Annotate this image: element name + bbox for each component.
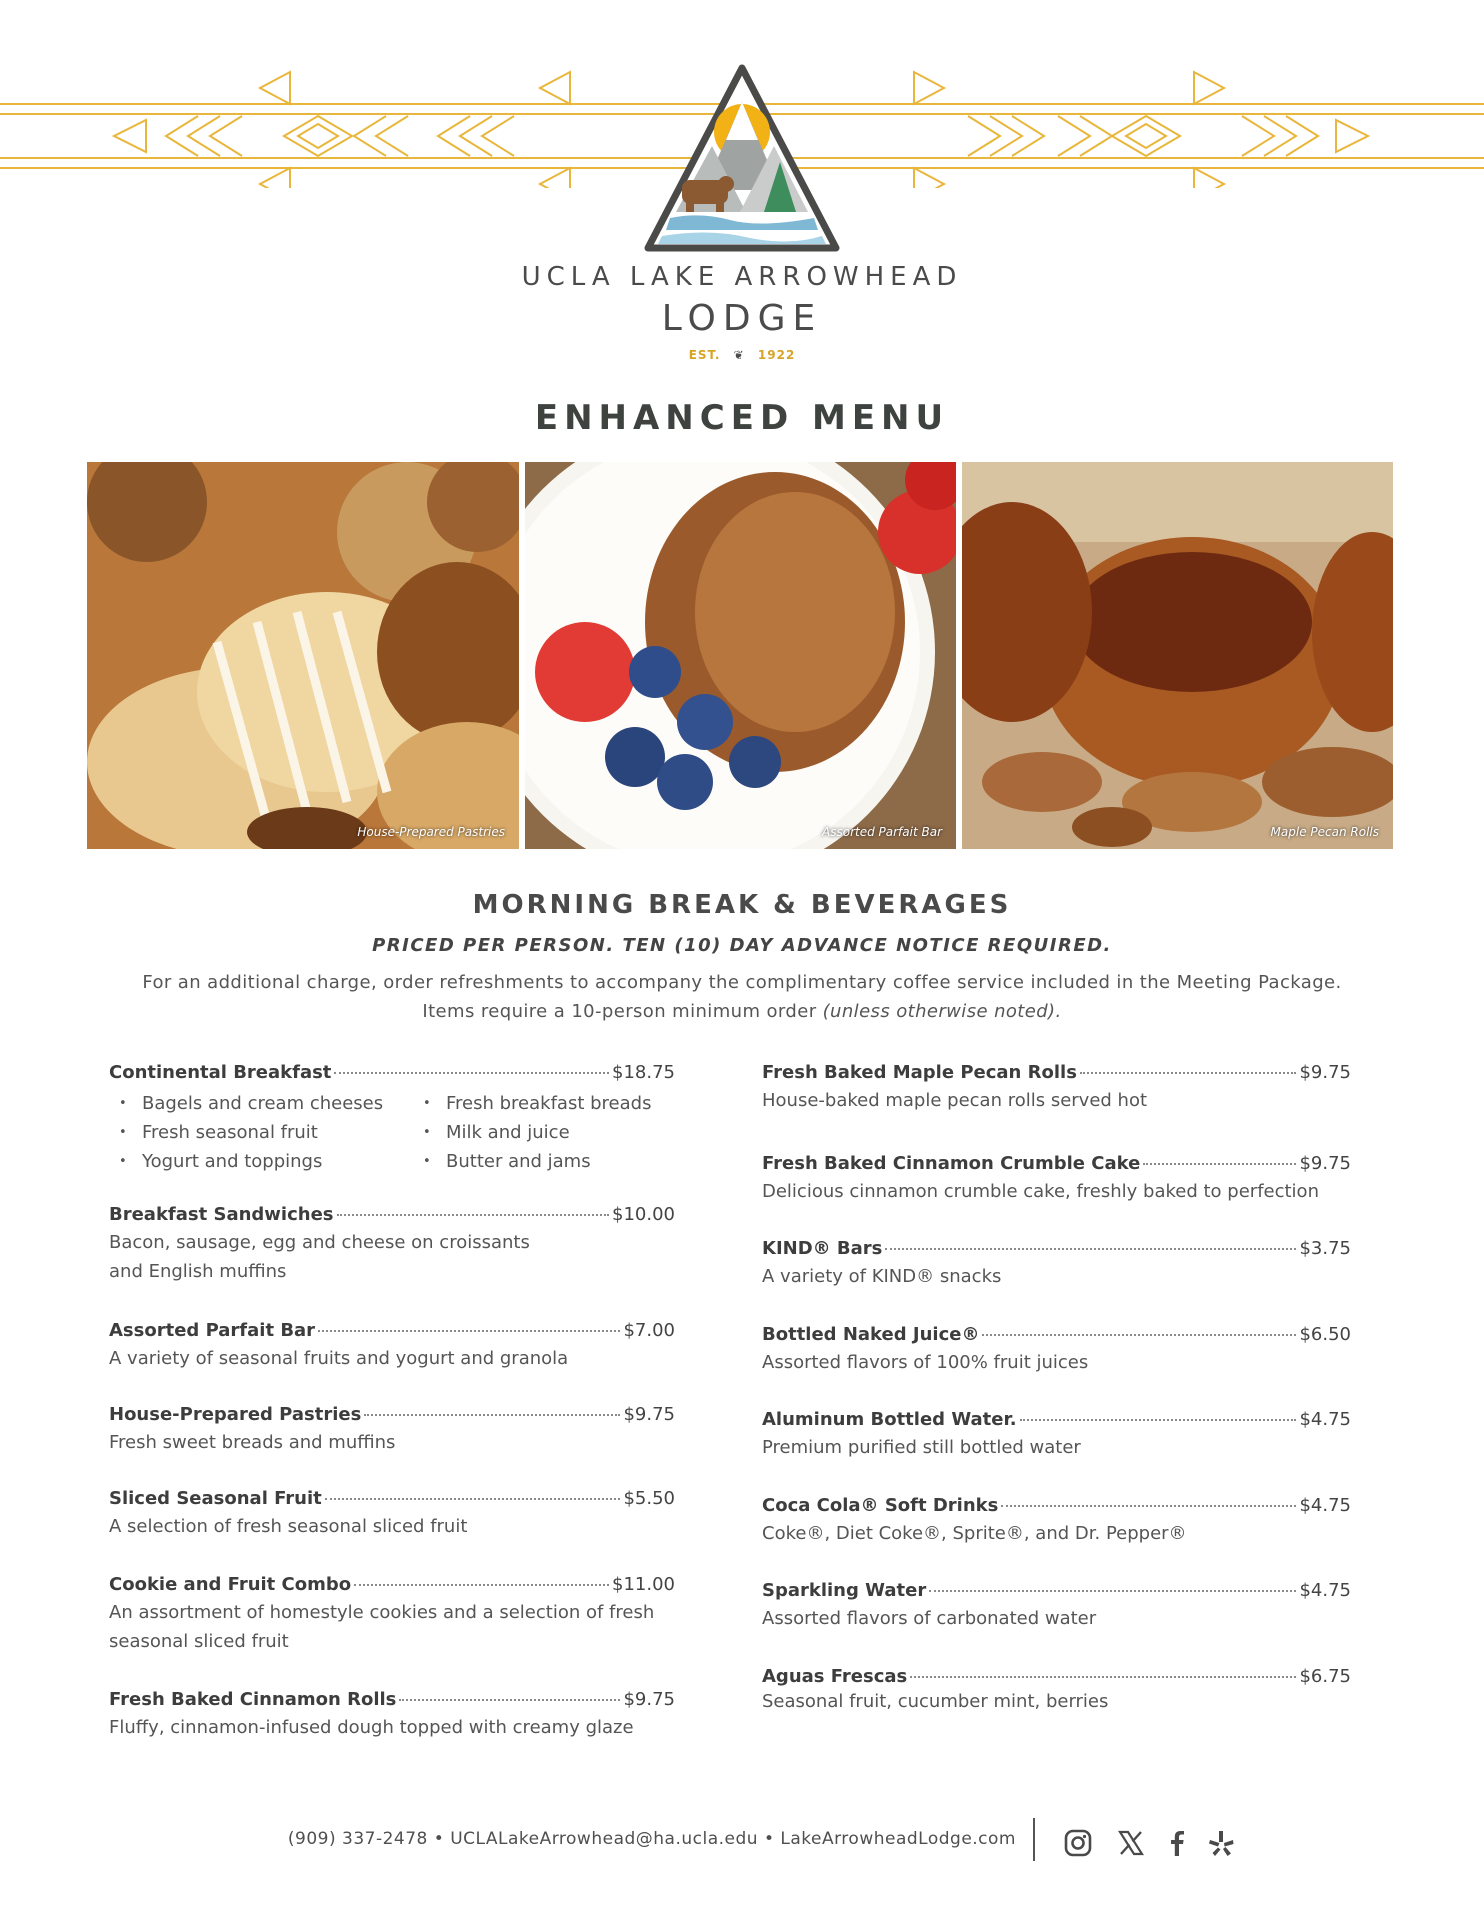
item-desc: A variety of KIND® snacks bbox=[762, 1266, 1002, 1287]
footer-contact[interactable]: (909) 337-2478 • UCLALakeArrowhead@ha.ucla.edu • LakeArrowheadLodge.com bbox=[287, 1829, 1016, 1849]
item-price: $9.75 bbox=[623, 1404, 675, 1425]
leader-dots bbox=[337, 1214, 610, 1216]
item-name: Fresh Baked Maple Pecan Rolls bbox=[762, 1062, 1077, 1083]
photo-pecan-rolls bbox=[962, 462, 1393, 849]
item-price: $3.75 bbox=[1299, 1238, 1351, 1259]
menu-item bbox=[762, 1062, 1351, 1115]
brand-est bbox=[0, 348, 1484, 362]
section-title: MORNING BREAK & BEVERAGES bbox=[472, 890, 1012, 920]
photo-caption: House-Prepared Pastries bbox=[357, 825, 505, 839]
item-desc-line: seasonal sliced fruit bbox=[109, 1631, 289, 1652]
leader-dots bbox=[1143, 1163, 1296, 1165]
item-name: House-Prepared Pastries bbox=[109, 1404, 362, 1425]
bullet-item: • Fresh breakfast breads bbox=[413, 1089, 663, 1118]
leader-dots bbox=[1080, 1072, 1297, 1074]
item-desc: Seasonal fruit, cucumber mint, berries bbox=[762, 1691, 1109, 1712]
menu-item bbox=[109, 1574, 675, 1656]
menu-item bbox=[109, 1320, 675, 1373]
item-bullets bbox=[109, 1089, 675, 1176]
item-price: $4.75 bbox=[1299, 1495, 1351, 1516]
menu-item bbox=[762, 1580, 1351, 1633]
est-year: 1922 bbox=[757, 348, 796, 362]
page-title: ENHANCED MENU bbox=[534, 398, 950, 438]
facebook-icon[interactable] bbox=[1162, 1828, 1192, 1858]
item-price: $7.00 bbox=[623, 1320, 675, 1341]
item-name: Continental Breakfast bbox=[109, 1062, 332, 1083]
instagram-icon[interactable] bbox=[1063, 1828, 1093, 1858]
leader-dots bbox=[399, 1699, 620, 1701]
item-desc: Coke®, Diet Coke®, Sprite®, and Dr. Pepper® bbox=[762, 1523, 1187, 1544]
item-desc: House-baked maple pecan rolls served hot bbox=[762, 1090, 1148, 1111]
item-desc: A variety of seasonal fruits and yogurt and granola bbox=[109, 1348, 569, 1369]
item-price: $4.75 bbox=[1299, 1580, 1351, 1601]
leader-dots bbox=[334, 1072, 609, 1074]
bullet-item: • Milk and juice bbox=[413, 1118, 663, 1147]
item-name: Sparkling Water bbox=[762, 1580, 927, 1601]
x-icon[interactable] bbox=[1116, 1828, 1146, 1858]
leader-dots bbox=[1020, 1419, 1297, 1421]
est-label: EST. bbox=[688, 348, 721, 362]
leader-dots bbox=[929, 1590, 1296, 1592]
leader-dots bbox=[1001, 1505, 1296, 1507]
item-desc-line: An assortment of homestyle cookies and a selection of fresh bbox=[109, 1602, 655, 1623]
item-name: Fresh Baked Cinnamon Rolls bbox=[109, 1689, 397, 1710]
yelp-icon[interactable] bbox=[1206, 1828, 1236, 1858]
item-name: Coca Cola® Soft Drinks bbox=[762, 1495, 999, 1516]
item-desc: Assorted flavors of carbonated water bbox=[762, 1608, 1097, 1629]
menu-item bbox=[762, 1495, 1351, 1548]
menu-item bbox=[109, 1488, 675, 1541]
menu-item bbox=[109, 1404, 675, 1457]
item-price: $9.75 bbox=[623, 1689, 675, 1710]
item-price: $9.75 bbox=[1299, 1153, 1351, 1174]
intro-note: (unless otherwise noted). bbox=[822, 1001, 1062, 1022]
item-name: Cookie and Fruit Combo bbox=[109, 1574, 352, 1595]
menu-item bbox=[762, 1324, 1351, 1377]
item-name: Fresh Baked Cinnamon Crumble Cake bbox=[762, 1153, 1141, 1174]
item-desc: Assorted flavors of 100% fruit juices bbox=[762, 1352, 1089, 1373]
menu-item bbox=[762, 1153, 1351, 1206]
menu-item bbox=[109, 1689, 675, 1742]
item-name: Aguas Frescas bbox=[762, 1666, 908, 1687]
footer-divider bbox=[1033, 1818, 1035, 1861]
photo-caption: Maple Pecan Rolls bbox=[1270, 825, 1379, 839]
item-desc: Fresh sweet breads and muffins bbox=[109, 1432, 396, 1453]
photo-caption: Assorted Parfait Bar bbox=[822, 825, 942, 839]
leader-dots bbox=[910, 1676, 1296, 1678]
leader-dots bbox=[354, 1584, 609, 1586]
leader-dots bbox=[364, 1414, 620, 1416]
leader-dots bbox=[885, 1248, 1296, 1250]
item-desc: Delicious cinnamon crumble cake, freshly baked to perfection bbox=[762, 1181, 1319, 1202]
leader-dots bbox=[318, 1330, 620, 1332]
menu-item bbox=[762, 1409, 1351, 1462]
parfait-image bbox=[525, 462, 956, 849]
intro-line-1: For an additional charge, order refreshments to accompany the complimentary coffee service included in the Meeting Package. bbox=[142, 972, 1342, 993]
item-desc-line: and English muffins bbox=[109, 1261, 287, 1282]
leader-dots bbox=[325, 1498, 621, 1500]
brand-lodge: LODGE bbox=[661, 298, 823, 339]
item-desc: A selection of fresh seasonal sliced fruit bbox=[109, 1516, 468, 1537]
item-desc: Fluffy, cinnamon-infused dough topped with creamy glaze bbox=[109, 1717, 634, 1738]
item-price: $18.75 bbox=[612, 1062, 675, 1083]
item-price: $11.00 bbox=[612, 1574, 675, 1595]
item-name: Bottled Naked Juice® bbox=[762, 1324, 980, 1345]
item-price: $6.75 bbox=[1299, 1666, 1351, 1687]
brand-name: UCLA LAKE ARROWHEAD bbox=[521, 262, 963, 292]
menu-item bbox=[762, 1238, 1351, 1291]
bullet-item: • Butter and jams bbox=[413, 1147, 663, 1176]
leader-dots bbox=[982, 1334, 1296, 1336]
menu-item bbox=[109, 1062, 675, 1176]
item-desc-line: Bacon, sausage, egg and cheese on croissants bbox=[109, 1232, 530, 1253]
item-price: $6.50 bbox=[1299, 1324, 1351, 1345]
pecan-rolls-image bbox=[962, 462, 1393, 849]
bullet-item: • Bagels and cream cheeses bbox=[109, 1089, 413, 1118]
item-desc bbox=[109, 1598, 675, 1656]
photo-pastries bbox=[87, 462, 519, 849]
menu-item bbox=[762, 1666, 1351, 1716]
item-price: $10.00 bbox=[612, 1204, 675, 1225]
item-name: Aluminum Bottled Water. bbox=[762, 1409, 1017, 1430]
item-name: Sliced Seasonal Fruit bbox=[109, 1488, 322, 1509]
photo-parfait bbox=[525, 462, 956, 849]
item-name: KIND® Bars bbox=[762, 1238, 883, 1259]
item-price: $9.75 bbox=[1299, 1062, 1351, 1083]
item-desc: Premium purified still bottled water bbox=[762, 1437, 1081, 1458]
section-intro bbox=[90, 968, 1394, 1026]
item-price: $4.75 bbox=[1299, 1409, 1351, 1430]
item-price: $5.50 bbox=[623, 1488, 675, 1509]
item-desc bbox=[109, 1228, 675, 1286]
item-name: Breakfast Sandwiches bbox=[109, 1204, 334, 1225]
lodge-logo bbox=[640, 62, 844, 254]
bullet-item: • Fresh seasonal fruit bbox=[109, 1118, 413, 1147]
section-subtitle: PRICED PER PERSON. TEN (10) DAY ADVANCE NOTICE REQUIRED. bbox=[372, 935, 1112, 956]
leaf-icon: ❦ bbox=[733, 348, 745, 362]
pastries-image bbox=[87, 462, 519, 849]
intro-line-2 bbox=[90, 997, 1394, 1026]
item-name: Assorted Parfait Bar bbox=[109, 1320, 316, 1341]
intro-line-2-text: Items require a 10-person minimum order bbox=[422, 1001, 817, 1022]
bullet-item: • Yogurt and toppings bbox=[109, 1147, 413, 1176]
menu-item bbox=[109, 1204, 675, 1286]
